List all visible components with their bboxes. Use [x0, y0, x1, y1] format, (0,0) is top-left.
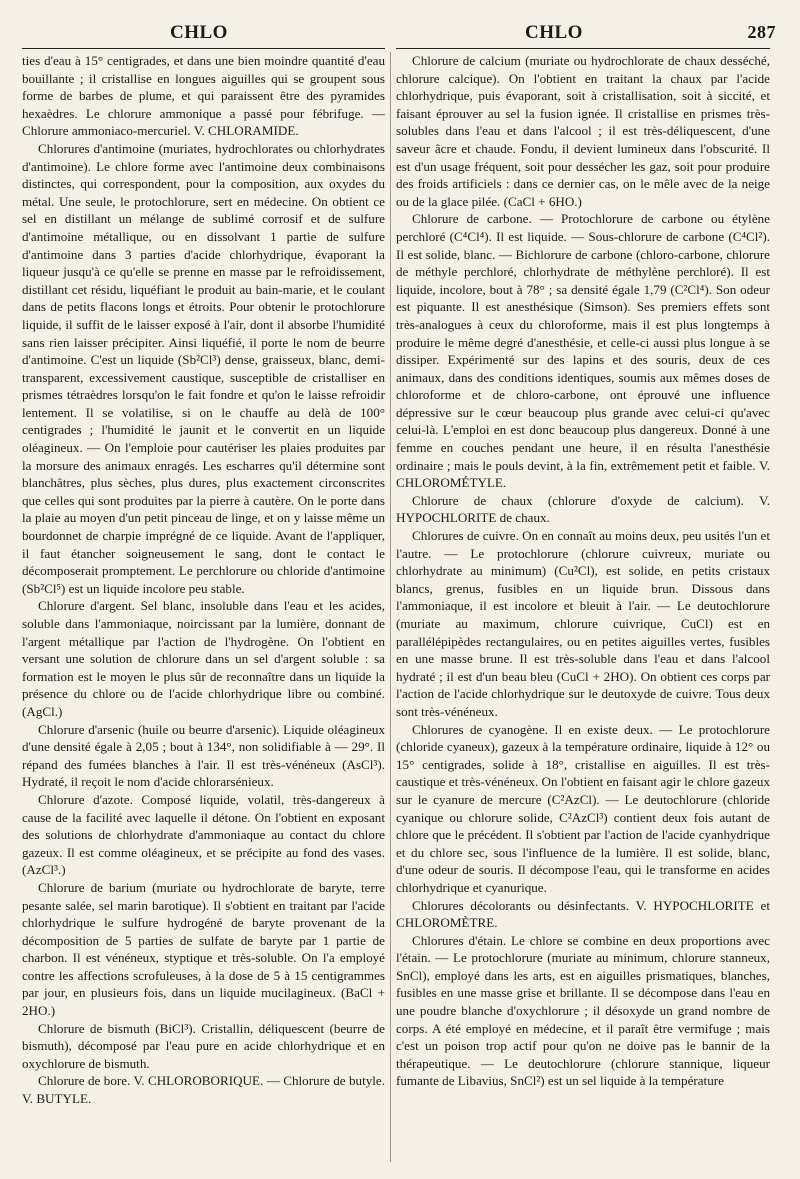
paragraph: Chlorure de chaux (chlorure d'oxyde de calcium). V. HYPOCHLORITE de chaux.: [396, 492, 770, 526]
left-running-head: CHLO: [170, 22, 228, 43]
header-rule-right: [396, 48, 770, 49]
right-column: [396, 52, 770, 1170]
paragraph: Chlorure d'arsenic (huile ou beurre d'arsenic). Liquide oléagineux d'une densité égale à 2,05 ; bout à 134°, non solidifiable à — 29°. Il répand des fumées blanches à l'air. Il est très-vénéneux (AsCl³). Hydraté, il reçoit le nom d'acide chlorarsénieux.: [22, 721, 385, 790]
page-number: 287: [747, 22, 776, 42]
paragraph: Chlorure de barium (muriate ou hydrochlorate de baryte, terre pesante salée, sel marin barotique). Il s'obtient en traitant par l'acide chlorhydrique le sulfure hydrogéné de baryte provenant de la décomposition de 5 parties de sulfate de baryte par 1 partie de charbon. Il est vénéneux, styptique et très-soluble. On l'a employé contre les affections scrofuleuses, à la dose de 5 à 15 centigrammes par jour, en plusieurs fois, dans un liquide mucilagineux. (BaCl + 2HO.): [22, 879, 385, 1019]
paragraph: Chlorures de cyanogène. Il en existe deux. — Le protochlorure (chloride cyaneux), gazeux à la température ordinaire, liquide à 12° ou 15° centigrades, solide à 18°, cristallise en aiguilles. Il est très-caustique et très-vénéneux. On l'obtient en faisant agir le chlore gazeux sur le cyanure de mercure (C²AzCl). — Le deutochlorure (chloride cyanique ou chlorure solide, C²AzCl³) contient deux fois autant de chlore que le précédent. Il s'obtient par l'action de l'acide cyanhydrique et du chlore sec, sous l'influence de la lumière. Il est solide, blanc, d'une odeur de souris. Il décompose l'eau, qui le transforme en acides chlorhydrique et cyanurique.: [396, 721, 770, 895]
paragraph: Chlorures de cuivre. On en connaît au moins deux, peu usités l'un et l'autre. — Le protochlorure (chlorure cuivreux, muriate ou chlorhydrate au minimum) (Cu²Cl), est solide, en petits cristaux blancs, grenus, fusibles en un liquide brun. Dissous dans l'ammoniaque, il est incolore et bleuit à l'air. — Le deutochlorure (muriate au maximum, chlorure cuivrique, CuCl) est en parallélépipèdes rectangulaires, ou en petites aiguilles vertes, fusibles en une masse brune. Il est très-soluble dans l'eau et dans l'alcool hydraté ; il est d'un beau bleu (CuCl + 2HO). On obtient ces corps par l'action de l'acide chlorhydrique sur le deutoxyde de cuivre. Tous deux sont très-vénéneux.: [396, 528, 770, 719]
header-rule-left: [22, 48, 385, 49]
column-divider: [390, 52, 391, 1162]
paragraph: ties d'eau à 15° centigrades, et dans une bien moindre quantité d'eau bouillante ; il cristallise en longues aiguilles qui se groupent sous forme de barbes de plume, et qui paraissent être des pyramides hexaèdres. Le chlorure ammonique a passé pour fébrifuge. — Chlorure ammoniaco-mercuriel. V. CHLORAMIDE.: [22, 53, 385, 139]
paragraph: Chlorures d'antimoine (muriates, hydrochlorates ou chlorhydrates d'antimoine). Le chlore forme avec l'antimoine deux combinaisons distinctes, qui correspondent, pour la composition, aux oxydes du métal. Une seule, le protochlorure, sert en médecine. On obtient ce sel en distillant un mélange de sublimé corrosif et de sulfure d'antimoine métallique, ou en dissolvant 1 partie de sulfure d'antimoine dans 3 parties d'acide chlorhydrique, évaporant la liqueur jusqu'à ce qu'elle se prenne en masse par le refroidissement, distillant cet résidu, liquéfiant le produit au bain-marie, et le coulant dans de petits flacons longs et étroits. Pour obtenir le protochlorure liquide, il suffit de le laisser exposé à l'air, dont il absorbe l'humidité sans rien laisser précipiter. Ainsi liquéfié, il porte le nom de beurre d'antimoine. C'est un liquide (Sb²Cl³) dense, graisseux, blanc, demi-transparent, excessivement caustique, susceptible de cristalliser en prismes tétraèdres lorsqu'on le fait fondre et qu'on le laisse refroidir lentement. Il se volatilise, si on le chauffe au delà de 100° centigrades ; l'humidité le jaunit et le convertit en un liquide oléagineux. — On l'emploie pour cautériser les plaies produites par la morsure des animaux enragés. Les escharres qu'il détermine sont blanchâtres, plus sèches, plus dures, plus exactement circonscrites que celles qui sont produites par la pierre à cautère. On le porte dans la plaie au moyen d'un petit pinceau de linge, et on y laisse même un bourdonnet de charpie imprégné de ce liquide. Avant de l'appliquer, il faut étancher soigneusement le sang, dont le contact le décomposerait promptement. Le perchlorure ou chloride d'antimoine (Sb²Cl⁵) est un liquide incolore peu stable.: [22, 140, 385, 596]
paragraph: Chlorure de calcium (muriate ou hydrochlorate de chaux desséché, chlorure calcique). On l'obtient en traitant la chaux par l'acide chlorhydrique, puis évaporant, soit à cristallisation, soit à siccité, et faisant éprouver au sel la fusion ignée. Il cristallise en prismes très-solubles dans l'eau et dans l'alcool ; il est très-déliquescent, d'une saveur âcre et chaude. Fondu, il devient lumineux dans l'obscurité. Il est d'un usage fréquent, soit pour dessécher les gaz, soit pour produire des froids artificiels : dans ce dernier cas, on le mêle avec de la neige ou de la glace pilée. (CaCl + 6HO.): [396, 53, 770, 209]
right-running-head: CHLO: [525, 22, 583, 43]
running-header: [0, 22, 800, 48]
left-column: [22, 52, 385, 1170]
paragraph: Chlorure de bismuth (BiCl³). Cristallin, déliquescent (beurre de bismuth), décomposé par l'eau pure en acide chlorhydrique et en oxychlorure de bismuth.: [22, 1020, 385, 1071]
paragraph: Chlorures décolorants ou désinfectants. V. HYPOCHLORITE et CHLOROMÈTRE.: [396, 897, 770, 931]
paragraph: Chlorure d'azote. Composé liquide, volatil, très-dangereux à cause de la facilité avec laquelle il détone. On l'obtient en exposant des solutions de chlorhydrate d'ammoniaque au contact du chlore gazeux. Il est comme oléagineux, et se précipite au fond des vases. (AzCl³.): [22, 791, 385, 878]
paragraph: Chlorure de bore. V. CHLOROBORIQUE. — Chlorure de butyle. V. BUTYLE.: [22, 1073, 385, 1107]
paragraph: Chlorures d'étain. Le chlore se combine en deux proportions avec l'étain. — Le protochlorure (muriate au minimum, chlorure stanneux, SnCl), employé dans les arts, est en aiguilles prismatiques, blanches, fusibles en une masse grise et brillante. Il se décompose dans l'eau en une poudre blanche d'oxychlorure ; il désoxyde un grand nombre de corps. A été employé en médecine, et il paraît être vermifuge ; mais c'est un poison trop actif pour qu'on ne doive pas le bannir de la thérapeutique. — Le deutochlorure (chlorure stannique, liqueur fumante de Libavius, SnCl²) est un sel liquide à la température: [396, 932, 770, 1089]
paragraph: Chlorure d'argent. Sel blanc, insoluble dans l'eau et les acides, soluble dans l'ammoniaque, noircissant par la lumière, donnant de l'argent métallique par l'action de l'hydrogène. On l'obtient en versant une solution de chlorure dans un sel d'argent soluble : sa formation est le moyen le plus sûr de reconnaître dans un liquide la présence du chlore ou de l'acide chlorhydrique libre ou combiné. (AgCl.): [22, 598, 385, 719]
paragraph: Chlorure de carbone. — Protochlorure de carbone ou étylène perchloré (C⁴Cl⁴). Il est liquide. — Sous-chlorure de carbone (C⁴Cl²). Il est solide, blanc. — Bichlorure de carbone (chloro-carbone, chlorure de méthyle perchloré, chlorhydrate de méthylène perchloré). Il est liquide, incolore, bout à 78° ; sa densité égale 1,79 (C²Cl⁴). Son odeur est piquante. Il est anesthésique (Simson). Ses premiers effets sont très-analogues à ceux du chloroforme, mais il est plus longtemps à produire le même degré d'anesthésie, et celle-ci aussi plus longue à se dissiper. Expérimenté sur des lapins et des souris, deux de ces animaux, dans des conditions identiques, soumis aux mêmes doses de chloroforme et de chloro-carbone, ont éprouvé une influence dépressive sur le cœur beaucoup plus grande avec celui-ci qu'avec celui-là. L'emploi en est donc beaucoup plus dangereux. Donné à une femme en couches pendant une heure, il en résulta l'anesthésie ordinaire ; mais le pouls devint, à la fin, extrêmement petit et faible. V. CHLOROMÉTYLE.: [396, 211, 770, 491]
